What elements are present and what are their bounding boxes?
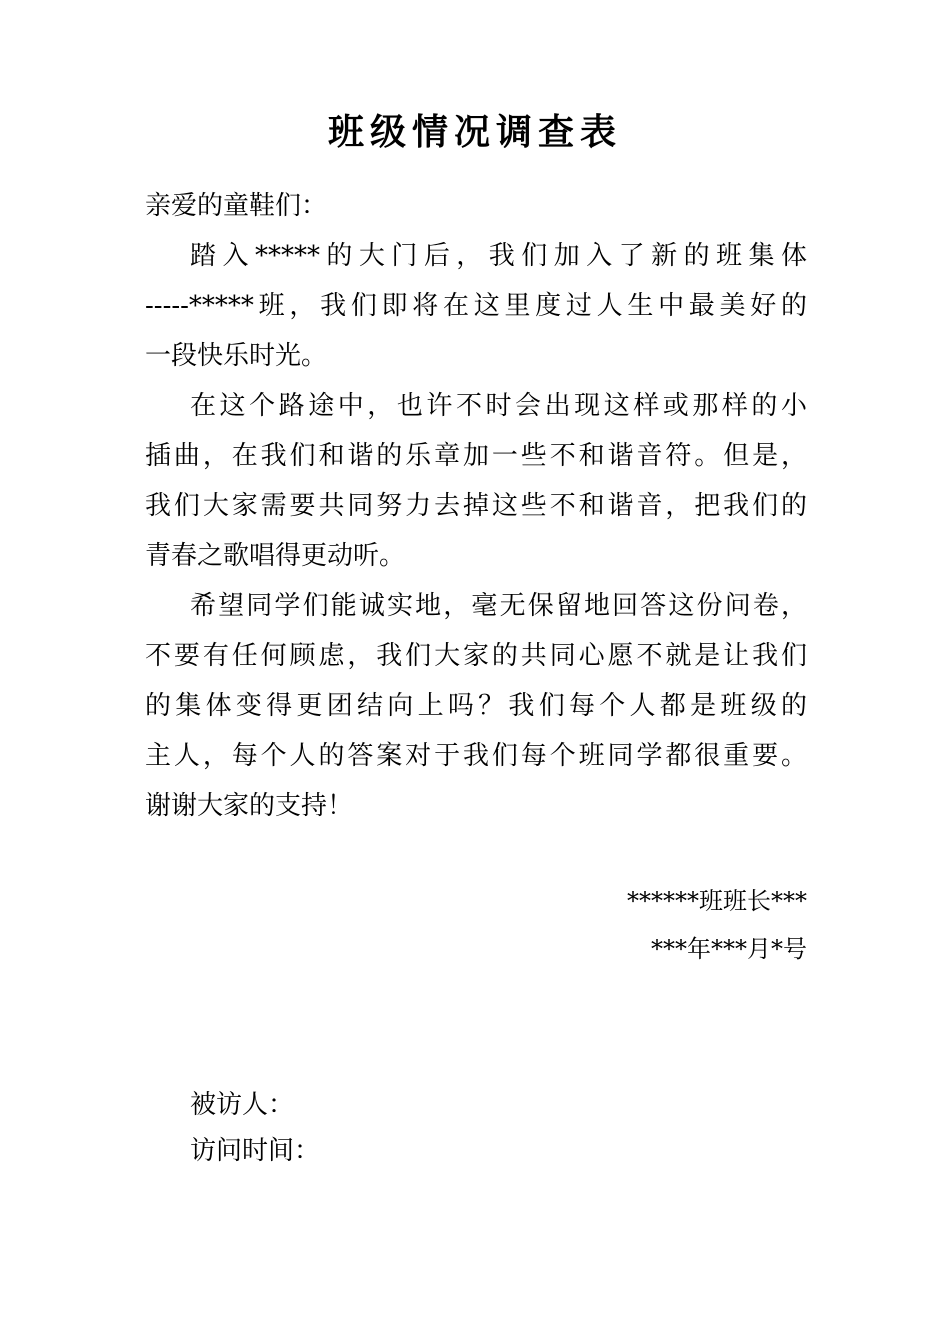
salutation: 亲爱的童鞋们： <box>145 191 328 221</box>
signature-block <box>627 877 807 973</box>
interview-time-label: 访问时间： <box>190 1136 321 1166</box>
paragraph-2-line-2: 插曲，在我们和谐的乐章加一些不和谐音符。但是， <box>145 441 807 471</box>
paragraph-1-line-2: -----*****班，我们即将在这里度过人生中最美好的 <box>145 291 807 321</box>
page-title: 班级情况调查表 <box>327 112 622 153</box>
paragraph-1-line-1: 踏入*****的大门后，我们加入了新的班集体 <box>190 241 807 271</box>
letter-body <box>145 181 807 831</box>
paragraph-1-line-3: 一段快乐时光。 <box>145 341 328 371</box>
paragraph-3-line-4: 主人，每个人的答案对于我们每个班同学都很重要。 <box>145 741 807 771</box>
interview-fields <box>190 1082 320 1174</box>
interviewee-label: 被访人： <box>190 1090 295 1120</box>
signature-date: ***年***月*号 <box>651 935 807 963</box>
paragraph-3-line-5: 谢谢大家的支持！ <box>145 791 354 821</box>
signature-name: ******班班长*** <box>627 887 807 915</box>
paragraph-2-line-4: 青春之歌唱得更动听。 <box>145 541 406 571</box>
paragraph-2-line-1: 在这个路途中，也许不时会出现这样或那样的小 <box>190 391 807 421</box>
paragraph-3-line-1: 希望同学们能诚实地，毫无保留地回答这份问卷， <box>190 591 807 621</box>
paragraph-3-line-2: 不要有任何顾虑，我们大家的共同心愿不就是让我们 <box>145 641 807 671</box>
paragraph-3-line-3: 的集体变得更团结向上吗？我们每个人都是班级的 <box>145 691 807 721</box>
paragraph-2-line-3: 我们大家需要共同努力去掉这些不和谐音，把我们的 <box>145 491 807 521</box>
